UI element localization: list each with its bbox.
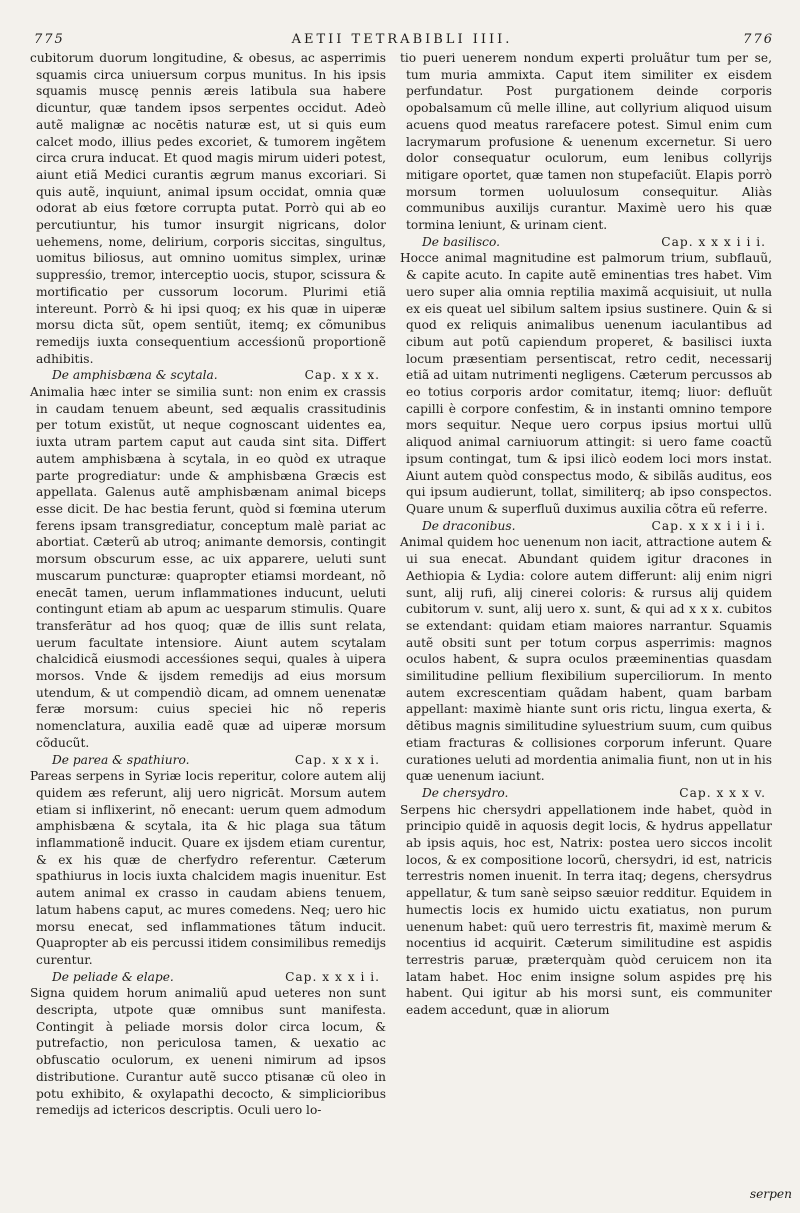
left-column <box>30 50 386 1119</box>
chapter-title: De parea & spathiuro. <box>52 752 190 767</box>
chapter-heading <box>400 234 772 251</box>
folio-number-left: 775 <box>34 32 65 47</box>
chapter-title: De basilisco. <box>422 234 500 249</box>
chapter-heading <box>400 518 772 535</box>
paragraph: Animal quidem hoc uenenum non iacit, attractione autem & ui sua enecat. Abundant quidem igitur dracones in Aethiopia & Lydia: colore autem differunt: alij enim nigri sunt, alij rufi, alij cinerei coloris: & rursus alij quidem cubitorum v. sunt, alij uero x. sunt, & qui ad x x x. cubitos se extendant: quidam etiam maiores narrantur. Squamis autẽ obsiti sunt per totum corpus asperrimis: magnos oculos habent, & supra oculos præeminentias quasdam similitudine pellium flexibilium superciliorum. In mento autem excrescentiam quãdam habent, quam barbam appellant: maximè hiante sunt oris rictu, lingua exerta, & dẽtibus magnis similitudine syluestrium suum, cum quibus etiam fracturas & collisiones corporum inferunt. Quare curationes ueluti ad mordentia animalia fiunt, non ut in his quæ uenenum iaciunt. <box>400 535 772 784</box>
chapter-heading <box>30 367 386 384</box>
paragraph: Pareas serpens in Syriæ locis reperitur, colore autem alij quidem æs referunt, alij uero nigricāt. Morsum autem etiam si inflixerint, nõ enecant: uerum quem admodum amphisbæna & scytala, ita & hic plaga sua tãtum inflammationẽ inducit. Quare ex ijsdem etiam curentur, & ex his quæ de cherfydro referentur. Cæterum spathiurus in locis iuxta chalcidem magis inuenitur. Est autem animal ex crasso in caudam abiens tenuem, latum habens caput, ac mures comedens. Neq; uero hic morsu enecat, sed inflammationes tãtum inducit. Quapropter ab eis percussi itidem consimilibus remedijs curentur. <box>30 769 386 967</box>
chapter-number: Cap. x x x i i. <box>285 969 380 984</box>
paragraph: Signa quidem horum animaliũ apud ueteres non sunt descripta, utpote quæ omnibus sunt manifesta. Contingit à peliade morsis dolor circa locum, & putrefactio, non periculosa tamen, & uexatio ac obfuscatio oculorum, ex ueneni nimirum ad ipsos distributione. Curantur autẽ succo ptisanæ cũ oleo in potu exhibito, & oxylapathi decocto, & simplicioribus remedijs ad ictericos descriptis. Oculi uero lo- <box>30 986 386 1118</box>
chapter-number: Cap. x x x i i i. <box>661 234 766 249</box>
paragraph: tio pueri uenerem nondum experti proluãtur tum per se, tum muria ammixta. Caput item similiter ex eisdem perfundatur. Post purgationem deinde corporis opobalsamum cũ melle illine, aut collyrium aliquod uisum acuens quod meatus rarefacere potest. Simul enim cum lacrymarum profusione & uenenum excernetur. Si uero dolor consequatur oculorum, eum lenibus collyrijs mitigare oportet, quæ tamen non stupefaciũt. Elapis porrò morsum tormen uoluulosum consequitur. Aliàs communibus auxilijs curantur. Maximè uero his quæ tormina leniunt, & urinam cient. <box>400 51 772 233</box>
chapter-title: De peliade & elape. <box>52 969 174 984</box>
chapter-title: De chersydro. <box>422 785 509 800</box>
chapter-number: Cap. x x x i i i i. <box>651 518 766 533</box>
chapter-number: Cap. x x x. <box>304 368 380 383</box>
paragraph: Hocce animal magnitudine est palmorum trium, subflauũ, & capite acuto. In capite autẽ eminentias tres habet. Vim uero super alia omnia reptilia maximã acquisiuit, ut nulla ex eis queat uel sibilum saltem ipsius sustinere. Quin & si quod ex reliquis animalibus uenenum iaculantibus ad cibum aut potũ capiendum properet, & basilisci iuxta locum præsentiam persentiscat, retro cedit, necessarij etiã ad uitam nutrimenti negligens. Cæterum percussos ab eo totius corporis ardor comitatur, itemq; liuor: defluũt capilli è corpore confestim, & in instanti omnino tempore mors sequitur. Neque uero corpus ipsius mortui ullũ aliquod animal carniuorum attingit: si uero fame coactũ ipsum contingat, tum & ipsi ilicò eodem loci mors instat. Aiunt autem quòd conspectus modo, & sibilãs auditus, eos qui ipsum audierunt, tollat, similiterq; ab ipso conspectos. Quare unum & superfluũ duximus auxilia cõtra eũ referre. <box>400 251 772 516</box>
chapter-heading <box>30 969 386 986</box>
running-title: AETII TETRABIBLI IIII. <box>291 32 513 47</box>
page-header <box>30 32 774 52</box>
chapter-heading <box>400 785 772 802</box>
chapter-heading <box>30 752 386 769</box>
chapter-title: De amphisbæna & scytala. <box>52 368 218 383</box>
chapter-title: De draconibus. <box>422 518 516 533</box>
paragraph: Animalia hæc inter se similia sunt: non enim ex crassis in caudam tenuem abeunt, sed æqualis crassitudinis per totum existũt, ut neque cognoscant uidentes ea, iuxta utram partem caput aut cauda sint sita. Differt autem amphisbæna à scytala, in eo quòd ex utraque parte progrediatur: unde & amphisbæna Græcis est appellata. Galenus autẽ amphisbænam animal biceps esse dicit. De hac bestia ferunt, quòd si fœmina uterum ferens ipsam transgrediatur, conceptum malè pariat ac abortiat. Cæterũ ab utroq; animante demorsis, contingit morsum obscurum esse, ac uix apparere, ueluti sunt muscarum puncturæ: quapropter etiamsi mordeant, nõ enecāt tamen, uerum inflammationes inducunt, ueluti contingunt etiam ab apum ac uesparum stimulis. Quare transferātur ad hos quoq; quæ de illis sunt relata, uerum facultate intensiore. Aiunt autem scytalam chalcidicã eiusmodi accesśiones sequi, quales à uipera morsos. Vnde & ijsdem remedijs ad eius morsum utendum, & ut compendiò dicam, ad omnem uenenatæ feræ morsum: cuius speciei hic nõ reperis nomenclatura, auxilia eadẽ quæ ad uiperæ morsum cõducũt. <box>30 385 386 750</box>
right-column <box>400 50 772 1019</box>
chapter-number: Cap. x x x v. <box>679 785 766 800</box>
paragraph: cubitorum duorum longitudine, & obesus, ac asperrimis squamis circa uniuersum corpus munitus. In his ipsis squamis muscę pennis æreis latibula sua habere dicuntur, quæ tandem ipsos serpentes occidut. Adeò autẽ malignæ ac nocētis naturæ est, ut si quis eum calcet modo, illius pedes excoriet, & tumorem ingẽtem circa crura inducat. Et quod magis mirum uideri potest, aiunt etiã Medici curantis ægrum manus excoriari. Si quis autẽ, inquiunt, animal ipsum occidat, omnia quæ odorat ab eius fœtore corrupta putat. Porrò qui ab eo percutiuntur, his tumor insurgit nigricans, dolor uehemens, nome, delirium, corporis siccitas, singultus, uomitus biliosus, aut omnino uomitus simplex, urinæ suppresśio, tremor, interceptio uocis, stupor, scissura & mortificatio per cussorum locorum. Plurimi etiã intereunt. Porrò & hi ipsi quoq; ex his quæ in uiperæ morsu dicta sũt, opem sentiũt, itemq; ex cõmunibus remedijs iuxta consequentium accesśionũ proportionẽ adhibitis. <box>30 51 386 366</box>
paragraph: Serpens hic chersydri appellationem inde habet, quòd in principio quidẽ in aquosis degit locis, & hydrus appellatur ab ipsis aquis, hoc est, Natrix: postea uero siccos incolit locos, & ex compositione locorũ, chersydri, id est, natricis terrestris nomen inuenit. In terra itaq; degens, chersydrus appellatur, & tum sanè seipso sæuior redditur. Equidem in humectis locis ex humido uictu exatiatus, non purum uenenum habet: quũ uero terrestris fit, maximè merum & nocentius id acquirit. Cæterum similitudine est aspidis terrestris paruæ, præterquàm quòd ceruicem non ita latam habet. Hoc enim insigne solum aspides prę his habent. Qui igitur ab his morsi sunt, eis communiter eadem accedunt, quæ in aliorum <box>400 802 772 1018</box>
chapter-number: Cap. x x x i. <box>294 752 380 767</box>
catchword: serpen <box>749 1187 792 1201</box>
folio-number-right: 776 <box>743 32 774 47</box>
